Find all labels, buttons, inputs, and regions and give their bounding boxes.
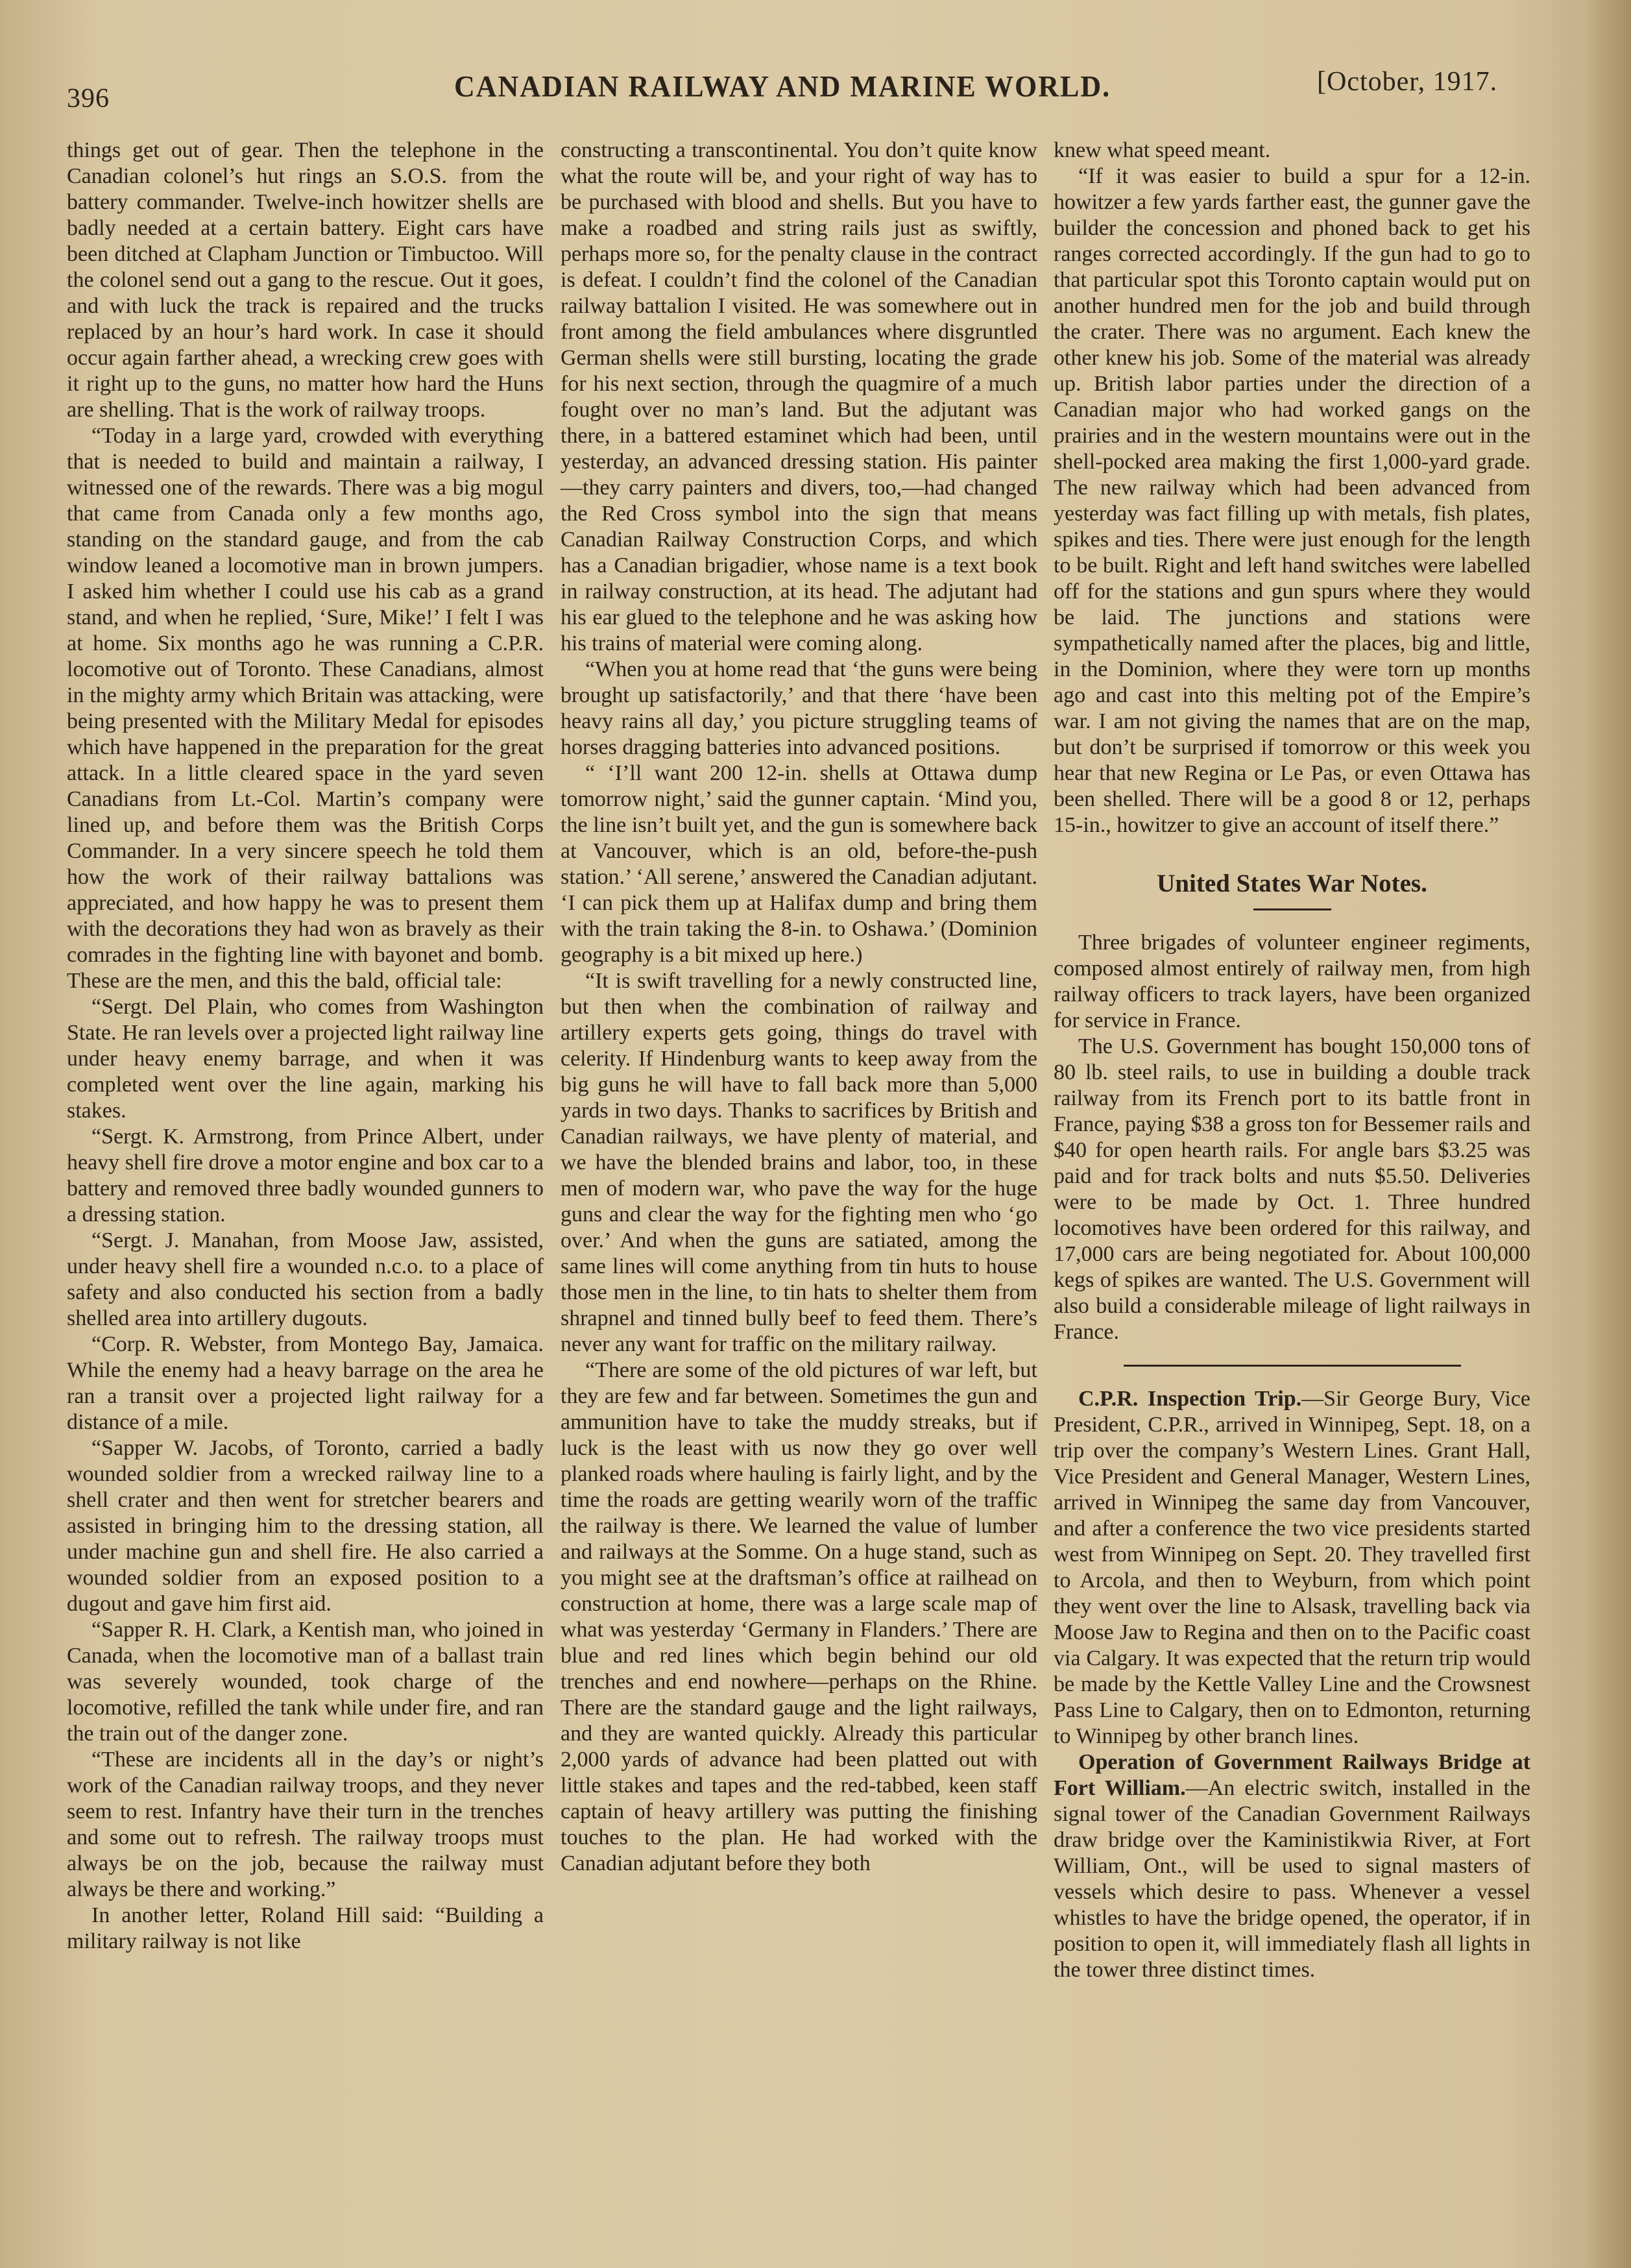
page-number: 396 xyxy=(67,84,110,114)
issue-date: [October, 1917. xyxy=(1317,67,1498,97)
paragraph: “Sapper W. Jacobs, of Toronto, carried a badly wounded soldier from a wrecked railway line to a shell crater and then went for stretcher bearers and assisted in bringing him to the dressing station, all under machine gun and shell fire. He also carried a wounded soldier from an exposed position to a dugout and gave him first aid. xyxy=(67,1436,544,1616)
paragraph: things get out of gear. Then the telephone in the Canadian colonel’s hut rings an S.O.S. from the battery commander. Twelve-inch howitzer shells are badly needed at a certain battery. Eight cars have been ditched at Clapham Junction or Timbuctoo. Will the colonel send out a gang to the rescue. Out it goes, and with luck the track is repaired and the trucks replaced by an hour’s hard work. In case it should occur again farther ahead, a wrecking crew goes with it right up to the guns, no matter how hard the Huns are shelling. That is the work of railway troops. xyxy=(67,138,544,422)
paragraph: “It is swift travelling for a newly constructed line, but then when the combination of railway and artillery experts gets going, things do travel with celerity. If Hindenburg wants to keep away from the big guns he will have to fall back more than 5,000 yards in two days. Thanks to sacrifices by British and Canadian railways, we have plenty of material, and we have the blended brains and labor, too, in these men of modern war, who pave the way for the huge guns and clear the way for the fighting men who ‘go over.’ And when the guns are satiated, among the same lines will come anything from tin huts to house those men in the line, to tin hats to shelter them from shrapnel and tinned bully beef to feed them. There’s never any want for traffic on the military railway. xyxy=(561,969,1037,1356)
paragraph: “Corp. R. Webster, from Montego Bay, Jamaica. While the enemy had a heavy barrage on the area he ran a transit over a projected light railway for a distance of a mile. xyxy=(67,1332,544,1434)
news-item-text: —Sir George Bury, Vice President, C.P.R., arrived in Winnipeg, Sept. 18, on a trip over the company’s Western Lines. Grant Hall, Vice President and General Manager, Western Lines, arrived in Winnipeg the same day from Vancouver, and after a conference the two vice presidents started west from Winnipeg on Sept. 20. They travelled first to Arcola, and then to Weyburn, from which point they went over the line to Alsask, travelling back via Moose Jaw to Regina and then on to the Pacific coast via Calgary. It was expected that the return trip would be made by the Kettle Valley Line and the Crowsnest Pass Line to Calgary, then on to Edmonton, returning to Winnipeg by other branch lines. xyxy=(1054,1387,1530,1748)
paragraph: “If it was easier to build a spur for a 12-in. howitzer a few yards farther east, the gunner gave the builder the concession and phoned back to get his ranges corrected accordingly. If the gun had to go to that particular spot this Toronto captain would put on another hundred men for the job and build through the crater. There was no argument. Each knew the other knew his job. Some of the material was already up. British labor parties under the direction of a Canadian major who had worked gangs on the prairies and in the western mountains were out in the shell-pocked area making the first 1,000-yard grade. The new railway which had been advanced from yesterday was fact filling up with metals, fish plates, spikes and ties. There were just enough for the length to be built. Right and left hand switches were labelled off for the stations and gun spurs where they would be laid. The junctions and stations were sympathetically named after the places, big and little, in the Dominion, where they were torn up months ago and cast into this melting pot of the Empire’s war. I am not giving the names that are on the map, but don’t be surprised if tomorrow or this week you hear that new Regina or Le Pas, or even Ottawa has been shelled. There will be a good 8 or 12, perhaps 15-in., howitzer to give an account of itself there.” xyxy=(1054,164,1530,837)
news-item-lead: Operation of Government Railways Bridge at Fort William. xyxy=(1054,1750,1530,1800)
paragraph: “ ‘I’ll want 200 12-in. shells at Ottawa dump tomorrow night,’ said the gunner captain. ‘Mind you, the line isn’t built yet, and the gun is somewhere back at Vancouver, which is an old, before-the-push station.’ ‘All serene,’ answered the Canadian adjutant. ‘I can pick them up at Halifax dump and bring them with the train taking the 8-in. to Oshawa.’ (Dominion geography is a bit mixed up here.) xyxy=(561,761,1037,967)
divider xyxy=(1253,908,1331,910)
paragraph: “These are incidents all in the day’s or night’s work of the Canadian railway troops, and they never seem to rest. Infantry have their turn in the trenches and some out to refresh. The railway troops must always be on the job, because the railway must always be there and working.” xyxy=(67,1748,544,1901)
paragraph: knew what speed meant. xyxy=(1054,138,1271,162)
paragraph: In another letter, Roland Hill said: “Building a military railway is not like xyxy=(67,1903,544,1953)
paragraph: “Sergt. Del Plain, who comes from Washington State. He ran levels over a projected light railway line under heavy enemy barrage, and when it was completed went over the line again, marking his stakes. xyxy=(67,995,544,1123)
section-heading: United States War Notes. xyxy=(1157,870,1427,897)
divider xyxy=(1124,1365,1461,1367)
publication-title: CANADIAN RAILWAY AND MARINE WORLD. xyxy=(454,69,1111,104)
column-middle xyxy=(561,138,1037,1877)
news-item-lead: C.P.R. Inspection Trip. xyxy=(1078,1387,1302,1411)
paragraph: “When you at home read that ‘the guns were being brought up satisfactorily,’ and that there ‘have been heavy rains all day,’ you picture struggling teams of horses dragging batteries into advanced positions. xyxy=(561,657,1037,759)
paragraph: “Sergt. K. Armstrong, from Prince Albert, under heavy shell fire drove a motor engine and box car to a battery and removed three badly wounded gunners to a dressing station. xyxy=(67,1125,544,1226)
paragraph: Three brigades of volunteer engineer regiments, composed almost entirely of railway men, from high railway officers to track layers, have been organized for service in France. xyxy=(1054,931,1530,1032)
news-item-cpr xyxy=(1054,1386,1530,1750)
paragraph: “There are some of the old pictures of war left, but they are few and far between. Sometimes the gun and ammunition have to take the muddy streaks, but if luck is the least with us now they go over well planked roads where hauling is fairly light, and by the time the roads are getting wearily worn of the traffic the railway is there. We learned the value of lumber and railways at the Somme. On a huge stand, such as you might see at the draftsman’s office at railhead on construction at home, there was a large scale map of what was yesterday ‘Germany in Flanders.’ There are blue and red lines which begin behind our old trenches and end nowhere—perhaps on the Rhine. There are the standard gauge and the light railways, and they are wanted quickly. Already this particular 2,000 yards of advance had been platted out with little stakes and tapes and the red-tabbed, keen staff captain of heavy artillery was putting the finishing touches to the plan. He had worked with the Canadian adjutant before they both xyxy=(561,1358,1037,1875)
paragraph: The U.S. Government has bought 150,000 tons of 80 lb. steel rails, to use in building a double track railway from its French port to its battle front in France, paying $38 a gross ton for Bessemer rails and $40 for open hearth rails. For angle bars $3.25 was paid and for track bolts and nuts $5.50. Deliveries were to be made by Oct. 1. Three hundred locomotives have been ordered for this railway, and 17,000 cars are being negotiated for. About 100,000 kegs of spikes are wanted. The U.S. Government will also build a considerable mileage of light railways in France. xyxy=(1054,1034,1530,1344)
paragraph: “Sergt. J. Manahan, from Moose Jaw, assisted, under heavy shell fire a wounded n.c.o. to a place of safety and also conducted his section from a badly shelled area into artillery dugouts. xyxy=(67,1228,544,1330)
column-right xyxy=(1054,138,1530,1983)
paragraph: constructing a transcontinental. You don’t quite know what the route will be, and your right of way has to be purchased with blood and shells. But you have to make a roadbed and string rails just as swiftly, perhaps more so, for the penalty clause in the contract is defeat. I couldn’t find the colonel of the Canadian railway battalion I visited. He was somewhere out in front among the field ambulances where disgruntled German shells were still bursting, locating the grade for his next section, through the quagmire of a much fought over no man’s land. But the adjutant was there, in a battered estaminet which had been, until yesterday, an advanced dressing station. His painter—they carry painters and divers, too,—had changed the Red Cross symbol into the sign that means Canadian Railway Construction Corps, and which has a Canadian brigadier, whose name is a text book in railway construction, at its head. The adjutant had his ear glued to the telephone and he was asking how his trains of material were coming along. xyxy=(561,138,1037,655)
news-item-text: —An electric switch, installed in the signal tower of the Canadian Government Railways draw bridge over the Kaministikwia River, at Fort William, Ont., will be used to signal masters of vessels which desire to pass. Whenever a vessel whistles to have the bridge opened, the operator, if in position to open it, will immediately flash all lights in the tower three distinct times. xyxy=(1054,1776,1531,1982)
paragraph: “Today in a large yard, crowded with everything that is needed to build and maintain a railway, I witnessed one of the rewards. There was a big mogul that came from Canada only a few months ago, standing on the standard gauge, and from the cab window leaned a locomotive man in brown jumpers. I asked him whether I could use his cab as a grand stand, and when he replied, ‘Sure, Mike!’ I felt I was at home. Six months ago he was running a C.P.R. locomotive out of Toronto. These Canadians, almost in the mighty army which Britain was attacking, were being presented with the Military Medal for episodes which have happened in the preparation for the great attack. In a little cleared space in the yard seven Canadians from Lt.-Col. Martin’s company were lined up, and before them was the British Corps Commander. In a very sincere speech he told them how the work of their railway battalions was appreciated, and how happy he was to present them with the decorations they had won as bravely as their comrades in the fighting line with bayonet and bomb. These are the men, and this the bald, official tale: xyxy=(67,424,544,993)
paragraph: “Sapper R. H. Clark, a Kentish man, who joined in Canada, when the locomotive man of a ballast train was severely wounded, took charge of the locomotive, refilled the tank while under fire, and ran the train out of the danger zone. xyxy=(67,1618,544,1746)
column-left xyxy=(67,138,544,1955)
news-item-government-railways xyxy=(1054,1750,1530,1983)
